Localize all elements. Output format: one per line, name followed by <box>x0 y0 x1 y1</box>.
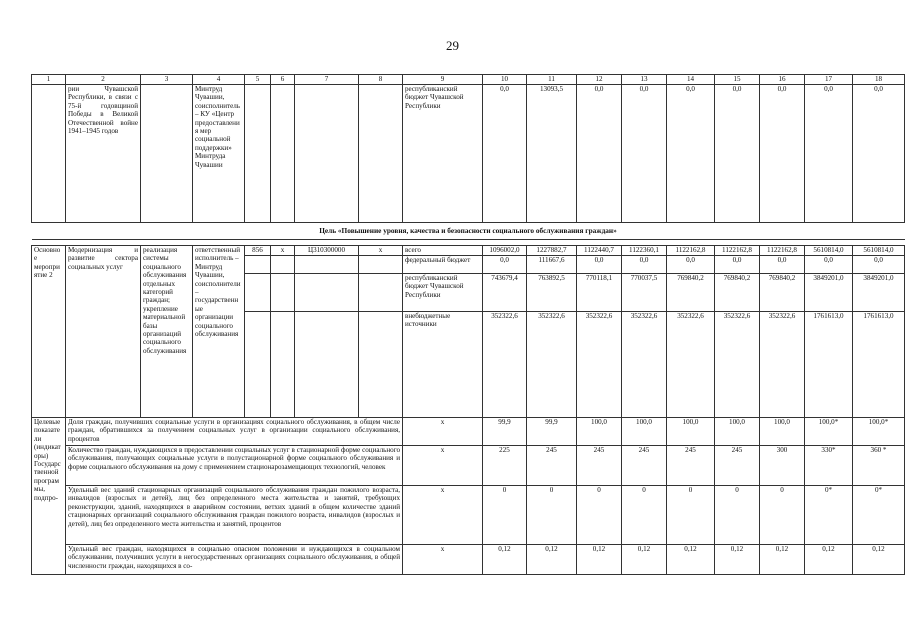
value-cell: 0,12 <box>483 545 527 575</box>
value-cell: 100,0* <box>805 418 853 446</box>
value-cell: 1122162,8 <box>760 246 805 256</box>
value-cell: 99,9 <box>527 418 577 446</box>
value-cell: 245 <box>667 446 715 486</box>
indicator-row <box>32 446 905 486</box>
value-cell: 1096002,0 <box>483 246 527 256</box>
value-cell: 100,0* <box>853 418 905 446</box>
value-cell: 100,0 <box>667 418 715 446</box>
value-cell: 0,0 <box>853 85 905 223</box>
value-cell: 0,12 <box>715 545 760 575</box>
value-cell: 0,0 <box>483 85 527 223</box>
col-header: 2 <box>66 75 141 85</box>
value-cell: 245 <box>715 446 760 486</box>
value-cell: 0,0 <box>667 256 715 274</box>
value-cell: 1122440,7 <box>577 246 622 256</box>
col-header: 18 <box>853 75 905 85</box>
value-cell: 3849201,0 <box>853 274 905 312</box>
activity-name: рии Чувашской Республики, в связи с 75-й годовщиной Победы в Великой Отечественной войне 1941–1945 годов <box>66 85 141 223</box>
value-cell: 0,0 <box>577 256 622 274</box>
value-cell: 0,12 <box>667 545 715 575</box>
value-cell: 352322,6 <box>527 312 577 418</box>
value-cell: 0,0 <box>805 256 853 274</box>
indicator-row <box>32 486 905 545</box>
value-cell: 0 <box>527 486 577 545</box>
value-cell: 0,12 <box>527 545 577 575</box>
col-header: 6 <box>271 75 295 85</box>
value-cell: 0,12 <box>805 545 853 575</box>
value-cell: 769840,2 <box>715 274 760 312</box>
value-cell: 0,0 <box>715 256 760 274</box>
value-cell: 352322,6 <box>760 312 805 418</box>
col-header: 10 <box>483 75 527 85</box>
value-cell: 1761613,0 <box>853 312 905 418</box>
value-cell: 770118,1 <box>577 274 622 312</box>
table-row <box>32 246 905 256</box>
goal-title: Цель «Повышение уровня, качества и безопасности социального обслуживания граждан» <box>32 223 905 240</box>
value-cell: 352322,6 <box>667 312 715 418</box>
value-cell: 0,0 <box>667 85 715 223</box>
goal-row <box>32 223 905 240</box>
value-cell: 5610814,0 <box>805 246 853 256</box>
value-cell: 0* <box>853 486 905 545</box>
value-cell: 111667,6 <box>527 256 577 274</box>
value-cell: 0 <box>622 486 667 545</box>
value-cell: 769840,2 <box>760 274 805 312</box>
value-cell: 352322,6 <box>577 312 622 418</box>
funding-source: республиканский бюджет Чувашской Республики <box>403 85 483 223</box>
indicator-row <box>32 418 905 446</box>
activity-executor: ответственный исполнитель – Минтруд Чувашии, соисполнители – государственные организации социального обслуживания <box>193 246 245 418</box>
indicator-text: Количество граждан, нуждающихся в предоставлении социальных услуг в стационарной форме социального обслуживания, получающих социальные услуги в полустационарной форме социального обслуживания и форме социального обслуживания на дому с применением стационарозамещающих технологий, человек <box>66 446 403 486</box>
col-header: 13 <box>622 75 667 85</box>
value-cell: 0 <box>715 486 760 545</box>
indicator-x: х <box>403 545 483 575</box>
value-cell: 0,12 <box>577 545 622 575</box>
cell-label <box>32 85 66 223</box>
value-cell: 225 <box>483 446 527 486</box>
indicator-text: Доля граждан, получивших социальные услуги в организациях социального обслуживания, в общем числе граждан, обратившихся за получением социальных услуг в организации социального обслуживания, процентов <box>66 418 403 446</box>
value-cell: 1122360,1 <box>622 246 667 256</box>
value-cell: 769840,2 <box>667 274 715 312</box>
value-cell: 245 <box>622 446 667 486</box>
page-number: 29 <box>446 38 459 53</box>
col-header: 8 <box>359 75 403 85</box>
value-cell: 0 <box>667 486 715 545</box>
col-header: 4 <box>193 75 245 85</box>
indicator-row <box>32 545 905 575</box>
col-header: 1 <box>32 75 66 85</box>
col-header: 12 <box>577 75 622 85</box>
value-cell: 352322,6 <box>715 312 760 418</box>
value-cell: 0,0 <box>483 256 527 274</box>
value-cell: 0,0 <box>715 85 760 223</box>
value-cell: 360 * <box>853 446 905 486</box>
col-header: 14 <box>667 75 715 85</box>
value-cell: 0,0 <box>760 256 805 274</box>
value-cell: 352322,6 <box>483 312 527 418</box>
activity-label: Основное мероприятие 2 <box>32 246 66 418</box>
funding-source: федеральный бюджет <box>403 256 483 274</box>
value-cell: 0,0 <box>622 85 667 223</box>
col-header: 15 <box>715 75 760 85</box>
code-cell: х <box>271 246 295 256</box>
activity-task: реализация системы социального обслуживания отдельных категорий граждан; укрепление материальной базы организаций социального обслуживания <box>141 246 193 418</box>
col-header: 7 <box>295 75 359 85</box>
value-cell: 100,0 <box>577 418 622 446</box>
value-cell: 330* <box>805 446 853 486</box>
col-header: 5 <box>245 75 271 85</box>
value-cell: 1122162,8 <box>715 246 760 256</box>
indicator-text: Удельный вес зданий стационарных организаций социального обслуживания граждан пожилого возраста, инвалидов (взрослых и детей), лиц без определенного места жительства и занятий, требующих реконструкции, зданий, находящихся в аварийном состоянии, ветхих зданий в общем количестве зданий стационарных организаций социального обслуживания граждан пожилого возраста, инвалидов (взрослых и детей), лиц без определенного места жительства и занятий, процентов <box>66 486 403 545</box>
indicators-label: Целевые показатели (индикаторы) Государственной программы, подпро- <box>32 418 66 575</box>
funding-source: республиканский бюджет Чувашской Республики <box>403 274 483 312</box>
value-cell: 100,0 <box>715 418 760 446</box>
value-cell: 770037,5 <box>622 274 667 312</box>
value-cell: 743679,4 <box>483 274 527 312</box>
value-cell: 1227882,7 <box>527 246 577 256</box>
value-cell: 0 <box>760 486 805 545</box>
value-cell: 245 <box>577 446 622 486</box>
col-header: 3 <box>141 75 193 85</box>
table-row <box>32 85 905 223</box>
value-cell: 0* <box>805 486 853 545</box>
cell-task <box>141 85 193 223</box>
value-cell: 0,0 <box>760 85 805 223</box>
col-header: 9 <box>403 75 483 85</box>
indicator-x: х <box>403 418 483 446</box>
funding-source: всего <box>403 246 483 256</box>
activity-executor: Минтруд Чувашии, соисполнитель – КУ «Центр предоставления мер социальной поддержки» Минтруда Чувашии <box>193 85 245 223</box>
value-cell: 13093,5 <box>527 85 577 223</box>
value-cell: 0,0 <box>622 256 667 274</box>
value-cell: 763892,5 <box>527 274 577 312</box>
code-cell: 856 <box>245 246 271 256</box>
value-cell: 352322,6 <box>622 312 667 418</box>
indicator-x: х <box>403 486 483 545</box>
value-cell: 0 <box>577 486 622 545</box>
value-cell: 5610814,0 <box>853 246 905 256</box>
value-cell: 0,12 <box>760 545 805 575</box>
value-cell: 0,12 <box>622 545 667 575</box>
col-header: 16 <box>760 75 805 85</box>
value-cell: 245 <box>527 446 577 486</box>
value-cell: 0,0 <box>577 85 622 223</box>
value-cell: 3849201,0 <box>805 274 853 312</box>
col-header: 11 <box>527 75 577 85</box>
value-cell: 99,9 <box>483 418 527 446</box>
column-number-row <box>32 75 905 85</box>
value-cell: 0,0 <box>853 256 905 274</box>
activity-name: Модернизация и развитие сектора социальных услуг <box>66 246 141 418</box>
funding-source: внебюджетные источники <box>403 312 483 418</box>
value-cell: 1122162,8 <box>667 246 715 256</box>
value-cell: 100,0 <box>760 418 805 446</box>
value-cell: 0 <box>483 486 527 545</box>
value-cell: 100,0 <box>622 418 667 446</box>
indicator-x: х <box>403 446 483 486</box>
value-cell: 300 <box>760 446 805 486</box>
code-cell: Ц310300000 <box>295 246 359 256</box>
value-cell: 0,12 <box>853 545 905 575</box>
program-table <box>31 74 905 575</box>
indicator-text: Удельный вес граждан, находящихся в социально опасном положении и нуждающихся в социальном обслуживании, получивших услуги в негосударственных организациях социального обслуживания, в общей численности граждан, находящихся в со- <box>66 545 403 575</box>
value-cell: 0,0 <box>805 85 853 223</box>
col-header: 17 <box>805 75 853 85</box>
code-cell: х <box>359 246 403 256</box>
value-cell: 1761613,0 <box>805 312 853 418</box>
